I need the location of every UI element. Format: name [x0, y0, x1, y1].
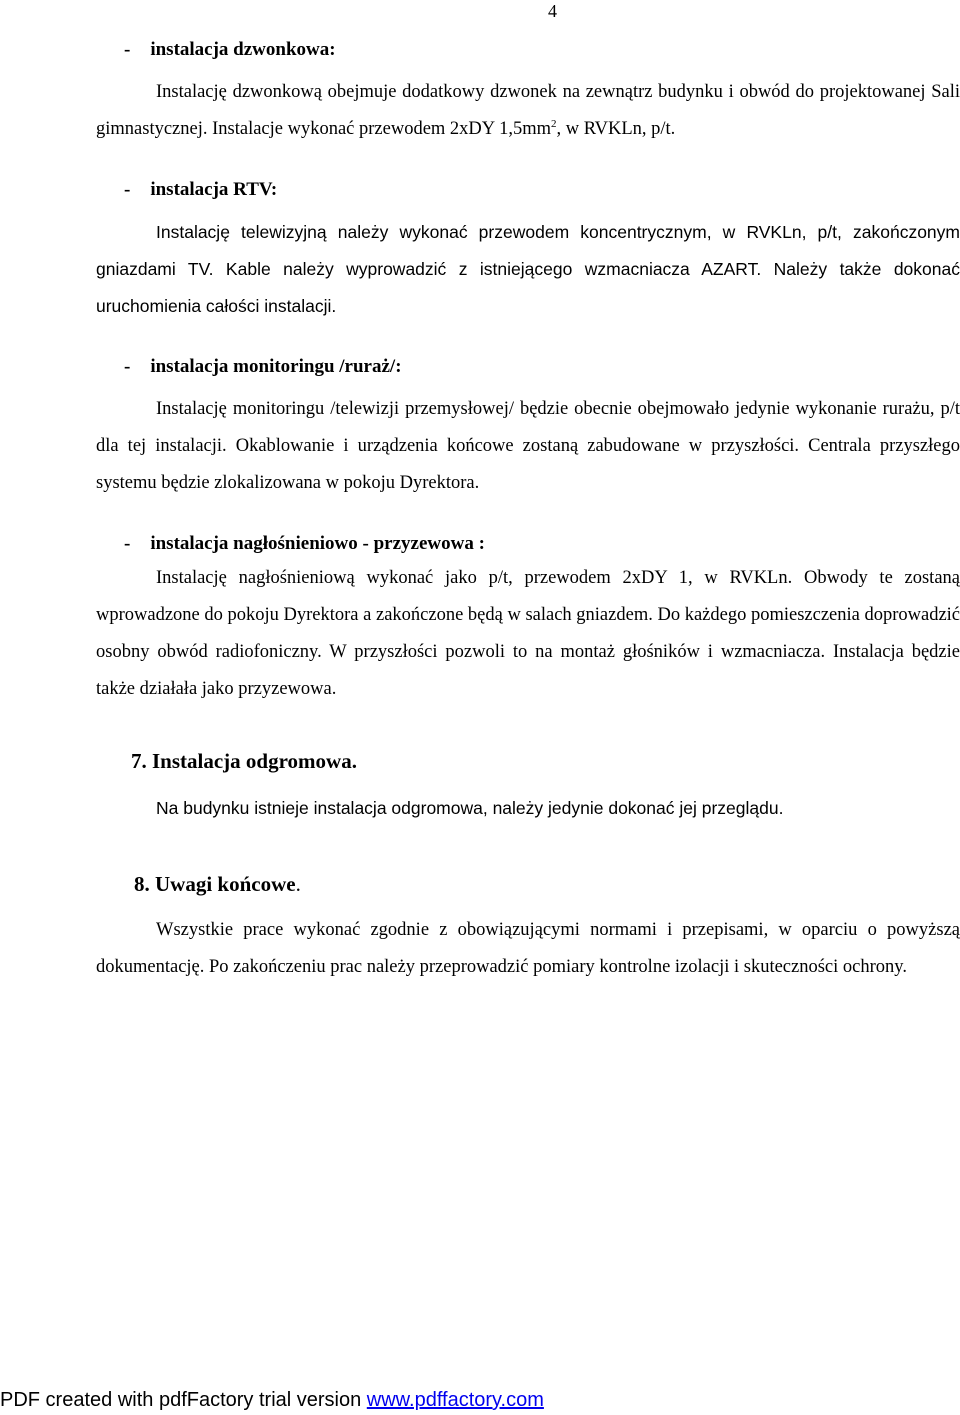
- section-title-odgromowa: 7. Instalacja odgromowa.: [131, 749, 357, 773]
- heading-dzwonkowa-text: instalacja dzwonkowa:: [150, 39, 336, 60]
- heading-dzwonkowa: - instalacja dzwonkowa:: [124, 39, 336, 60]
- paragraph-odgromowa: [156, 790, 956, 827]
- section-title-uwagi-period: .: [295, 872, 301, 896]
- heading-monitoring: - instalacja monitoringu /rurаż/:: [124, 356, 402, 377]
- paragraph-dzwonkowa-text-a: Instalację dzwonkową obejmuje dodatkowy dzwonek na zewnątrz budynku i obwód do projektowanej Sali gimnastycznej. Instalacje wykonać przewodem 2xDY 1,5mm: [96, 82, 960, 139]
- paragraph-rtv-text: Instalację telewizyjną należy wykonać przewodem koncentrycznym, w RVKLn, p/t, zakończonym gniazdami TV. Kable należy wyprowadzić z istniejącego wzmacniacza AZART. Należy także dokonać uruchomienia całości instalacji.: [96, 222, 960, 316]
- paragraph-naglosnienie: [96, 560, 960, 708]
- heading-monitoring-text: instalacja monitoringu /rurаż/:: [150, 356, 402, 377]
- heading-naglosnienie-text: instalacja nagłośnieniowo - przyzewowa :: [150, 533, 485, 554]
- page-number: 4: [548, 1, 557, 21]
- paragraph-monitoring: [96, 391, 960, 502]
- heading-rtv: - instalacja RTV:: [124, 179, 278, 200]
- paragraph-rtv: [96, 214, 960, 325]
- footer-link[interactable]: www.pdffactory.com: [366, 1389, 544, 1411]
- paragraph-odgromowa-text: Na budynku istnieje instalacja odgromowa, należy jedynie dokonać jej przeglądu.: [156, 798, 784, 818]
- pdf-footer: [0, 1386, 544, 1414]
- footer-text: PDF created with pdfFactory trial version: [0, 1389, 367, 1411]
- section-title-uwagi: [134, 871, 301, 897]
- paragraph-naglosnienie-text: Instalację nagłośnieniową wykonać jako p/t, przewodem 2xDY 1, w RVKLn. Obwody te zostaną wprowadzone do pokoju Dyrektora a zakończone będą w salach gniazdem. Do każdego pomieszczenia doprowadzić osobny obwód radiofoniczny. W przyszłości pozwoli to na montaż głośników i wzmacniacza. Instalacja będzie także działała jako przyzewowa.: [96, 568, 960, 699]
- section-title-uwagi-text: 8. Uwagi końcowe: [134, 872, 296, 896]
- paragraph-uwagi-text: Wszystkie prace wykonać zgodnie z obowiązującymi normami i przepisami, w oparciu o powyższą dokumentację. Po zakończeniu prac należy przeprowadzić pomiary kontrolne izolacji i skuteczności ochrony.: [96, 920, 960, 977]
- paragraph-dzwonkowa: [96, 74, 960, 148]
- paragraph-monitoring-text: Instalację monitoringu /telewizji przemysłowej/ będzie obecnie obejmowało jedynie wykonanie rurażu, p/t dla tej instalacji. Okablowanie i urządzenia końcowe zostaną zabudowane w przyszłości. Centrala przyszłego systemu będzie zlokalizowana w pokoju Dyrektora.: [96, 399, 960, 493]
- superscript-squared: 2: [551, 117, 557, 130]
- paragraph-dzwonkowa-text-b: , w RVKLn, p/t.: [556, 119, 676, 139]
- heading-rtv-text: instalacja RTV:: [150, 179, 278, 200]
- heading-naglosnienie: - instalacja nagłośnieniowo - przyzewowa :: [124, 533, 485, 554]
- paragraph-uwagi: [96, 912, 960, 986]
